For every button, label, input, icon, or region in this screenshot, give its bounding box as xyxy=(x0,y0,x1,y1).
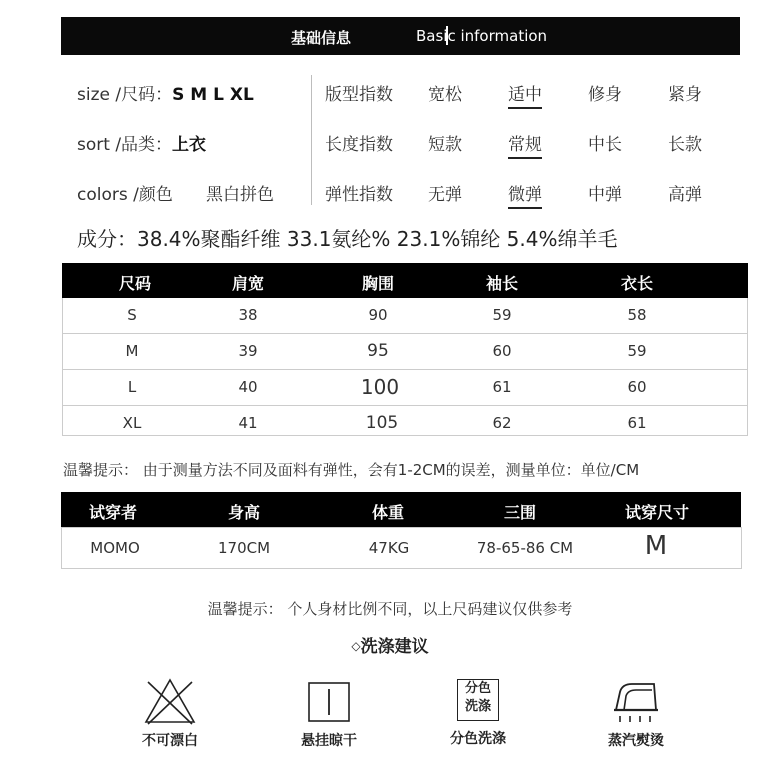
index-option: 高弹 xyxy=(668,185,702,205)
tryon-header-cell: 身高 xyxy=(227,503,261,522)
care-no-bleach xyxy=(110,676,230,750)
tryon-header-cell: 体重 xyxy=(371,503,405,522)
size-cell: 41 xyxy=(238,414,258,432)
separate-wash-icon-text: 分色 xyxy=(464,681,491,696)
tryon-cell: 47KG xyxy=(368,539,410,557)
size-info xyxy=(77,80,254,105)
tryon-header-cell: 试穿尺寸 xyxy=(624,503,690,522)
care-label: 不可漂白 xyxy=(142,733,198,749)
separate-wash-icon xyxy=(457,679,499,721)
care-label: 分色洗涤 xyxy=(450,731,506,747)
index-option: 中弹 xyxy=(588,185,622,205)
size-cell: 61 xyxy=(627,414,647,432)
tryon-cell: 78-65-86 CM xyxy=(476,539,574,557)
table-row xyxy=(63,406,747,441)
tryon-table-header xyxy=(61,492,741,527)
size-cell: 38 xyxy=(238,306,258,324)
table-row xyxy=(63,370,747,406)
wash-title-text: 洗涤建议 xyxy=(360,637,429,657)
size-cell: 62 xyxy=(492,414,512,432)
tryon-table-row xyxy=(61,527,742,569)
wash-title xyxy=(0,632,780,657)
index-name: 长度指数 xyxy=(325,135,393,155)
index-name: 版型指数 xyxy=(325,85,393,105)
index-option: 中长 xyxy=(588,135,622,155)
size-table-header xyxy=(62,263,748,298)
size-cell: 60 xyxy=(627,378,647,396)
index-option: 无弹 xyxy=(428,185,462,205)
steam-iron-icon xyxy=(606,676,666,726)
index-option-selected: 微弹 xyxy=(508,180,542,209)
table-row xyxy=(63,298,747,334)
sort-value: 上衣 xyxy=(172,135,207,155)
size-cell: 58 xyxy=(627,306,647,324)
index-option-selected: 常规 xyxy=(508,130,542,159)
title-en: Basic information xyxy=(416,27,548,45)
size-value: S M L XL xyxy=(172,85,254,105)
sort-label: sort /品类： xyxy=(77,135,173,155)
size-cell: 100 xyxy=(360,375,400,399)
tryon-header-cell: 试穿者 xyxy=(88,503,138,522)
colors-value: 黑白拼色 xyxy=(206,185,274,205)
size-label: size /尺码： xyxy=(77,85,173,105)
size-table-body xyxy=(62,298,748,436)
measure-note: 温馨提示： 由于测量方法不同及面料有弹性，会有1-2CM的误差，测量单位：单位/CM xyxy=(63,461,640,479)
title-zh: 基础信息 xyxy=(291,29,352,47)
index-option-selected: 适中 xyxy=(508,80,542,109)
size-cell: L xyxy=(127,378,137,396)
size-header-cell: 衣长 xyxy=(620,274,654,293)
sort-info xyxy=(77,130,206,155)
size-cell: 59 xyxy=(492,306,512,324)
no-bleach-icon xyxy=(142,676,198,726)
hang-dry-icon xyxy=(301,676,357,726)
index-option: 修身 xyxy=(588,85,622,105)
title-bar xyxy=(61,17,740,55)
size-header-cell: 袖长 xyxy=(485,274,519,293)
colors-label: colors /颜色 xyxy=(77,185,173,205)
size-header-cell: 胸围 xyxy=(361,274,395,293)
size-cell: 95 xyxy=(367,341,389,361)
size-cell: 39 xyxy=(238,342,258,360)
index-option: 宽松 xyxy=(428,85,462,105)
index-option: 长款 xyxy=(668,135,702,155)
size-header-cell: 肩宽 xyxy=(231,274,265,293)
care-label: 蒸汽熨烫 xyxy=(608,733,664,749)
size-header-cell: 尺码 xyxy=(118,274,152,293)
care-separate-wash xyxy=(418,676,538,748)
size-cell: 61 xyxy=(492,378,512,396)
tryon-cell: M xyxy=(644,531,668,561)
tryon-header-cell: 三围 xyxy=(503,503,537,522)
size-advice-note: 温馨提示： 个人身材比例不同，以上尺码建议仅供参考 xyxy=(207,600,573,618)
care-steam-iron xyxy=(576,676,696,750)
separate-wash-icon-text: 洗涤 xyxy=(464,699,491,714)
index-option: 紧身 xyxy=(668,85,702,105)
size-cell: 40 xyxy=(238,378,258,396)
colors-info xyxy=(77,180,173,205)
care-label: 悬挂晾干 xyxy=(301,733,357,749)
size-cell: 59 xyxy=(627,342,647,360)
tryon-cell: 170CM xyxy=(217,539,271,557)
table-row xyxy=(63,334,747,370)
care-hang-dry xyxy=(269,676,389,750)
size-cell: 105 xyxy=(365,413,399,433)
composition: 成分：38.4%聚酯纤维 33.1氨纶% 23.1%锦纶 5.4%绵羊毛 xyxy=(77,227,618,251)
size-cell: M xyxy=(125,342,139,360)
index-name: 弹性指数 xyxy=(325,185,393,205)
size-cell: XL xyxy=(122,414,142,432)
tryon-cell: MOMO xyxy=(90,539,140,557)
info-divider xyxy=(311,75,312,205)
size-cell: 90 xyxy=(368,306,388,324)
size-cell: 60 xyxy=(492,342,512,360)
index-option: 短款 xyxy=(428,135,462,155)
size-cell: S xyxy=(127,306,137,324)
diamond-bullet-icon: ◇ xyxy=(351,639,361,653)
